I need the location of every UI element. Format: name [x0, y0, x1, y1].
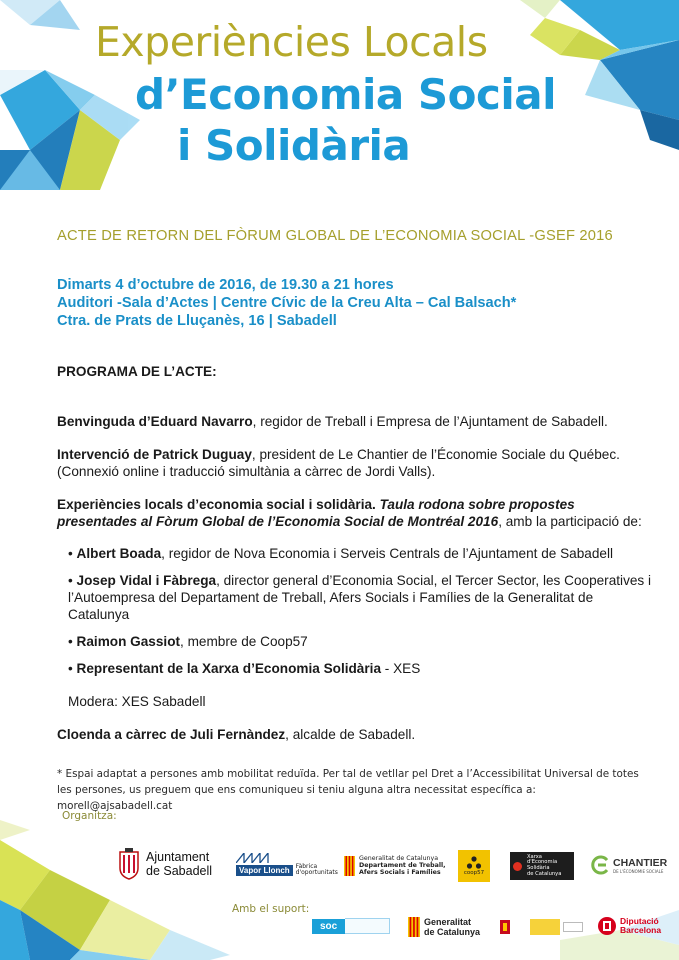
spain-coat-of-arms-icon: [498, 918, 528, 936]
list-item: • Raimon Gassiot, membre de Coop57: [68, 634, 308, 649]
support-label: Amb el suport:: [232, 903, 310, 915]
soc-logo: [312, 918, 390, 934]
event-address: Ctra. de Prats de Lluçanès, 16 | Sabadell: [57, 313, 337, 329]
welcome-speaker: Benvinguda d’Eduard Navarro: [57, 414, 253, 429]
chantier-name: CHANTIER: [613, 856, 668, 869]
participant-name: Representant de la Xarxa d’Economia Solidària: [76, 661, 381, 676]
program-section: [57, 363, 657, 743]
xes-dot-icon: [513, 862, 522, 871]
intervention-role: , president de Le Chantier de l’Économie Sociale du Québec.: [251, 447, 620, 462]
sabadell-shield-icon: [118, 848, 140, 880]
xes-line-4: de Catalunya: [527, 870, 562, 877]
round-table-title: Experiències locals d’economia social i solidària.: [57, 497, 376, 512]
chantier-sub: DE L'ÉCONOMIE SOCIALE: [613, 868, 664, 874]
participant-role: , director general d’Economia Social, el Tercer Sector, les Cooperatives i l’Autoempresa del Departament de Treball, Afers Socials i Famílies de la Generalitat de Catalunya: [68, 573, 652, 622]
moderator: Modera: XES Sabadell: [68, 694, 206, 709]
program-closing: [57, 726, 657, 743]
xes-logo: [510, 852, 574, 880]
participant-name: Josep Vidal i Fàbrega: [76, 573, 217, 588]
coop57-dots-icon: [466, 856, 482, 870]
accessibility-footnote: * Espai adaptat a persones amb mobilitat reduïda. Per tal de vetllar pel Dret a l’Accessibilitat Universal de totes les persones, us preguem que ens comuniqueu si teniu alguna altra necessitat específica a: morell@ajsabadell.cat: [57, 768, 639, 812]
round-table-participation: , amb la participació de:: [498, 514, 642, 529]
welcome-role: , regidor de Treball i Empresa de l’Ajuntament de Sabadell.: [252, 414, 608, 429]
gencat-line-1: Generalitat de Catalunya: [359, 855, 439, 862]
diputacio-line-2: Barcelona: [620, 925, 662, 935]
organizers-label: Organitza:: [62, 810, 117, 822]
program-welcome: [57, 413, 657, 430]
vapor-name: Vapor Llonch: [236, 865, 293, 876]
closing-role: , alcalde de Sabadell.: [285, 727, 416, 742]
generalitat-logo: [408, 917, 480, 937]
ministry-logo: [498, 918, 583, 936]
gencat-line-2: Departament de Treball,: [359, 862, 446, 869]
diputacio-barcelona-logo: [597, 916, 661, 936]
program-round-table: [57, 496, 657, 530]
program-intervention: [57, 446, 657, 480]
senyera-icon: [408, 917, 420, 937]
participant-name: Raimon Gassiot: [76, 634, 181, 649]
title-line-3: i Solidària: [177, 121, 411, 170]
chantier-c-icon: [591, 855, 611, 875]
ajuntament-sabadell-logo: [118, 848, 212, 880]
diputacio-circle-icon: [597, 916, 617, 936]
intervention-note: (Connexió online i traducció simultània a càrrec de Jordi Valls).: [57, 464, 436, 479]
closing-speaker: Cloenda a càrrec de Juli Fernàndez: [57, 727, 286, 742]
participant-role: - XES: [381, 661, 421, 676]
ministry-sublabel: [563, 922, 583, 932]
soc-text: soc: [312, 919, 345, 934]
senyera-icon: [344, 856, 355, 876]
gencat2-line-2: de Catalunya: [424, 927, 481, 937]
round-table-description: Taula rodona sobre propostes presentades al Fòrum Global de l’Economia Social de Montréal 2016: [57, 497, 575, 529]
participant-role: , membre de Coop57: [180, 634, 308, 649]
coop57-text: coop57: [463, 870, 485, 876]
event-subtitle: ACTE DE RETORN DEL FÒRUM GLOBAL DE L’ECONOMIA SOCIAL -GSEF 2016: [57, 228, 613, 244]
list-item: • Albert Boada, regidor de Nova Economia i Serveis Centrals de l’Ajuntament de Sabadell: [68, 546, 614, 561]
title-line-1: Experiències Locals: [95, 18, 488, 66]
participants-list: [68, 545, 657, 710]
event-venue: Auditori -Sala d’Actes | Centre Cívic de la Creu Alta – Cal Balsach*: [57, 295, 517, 311]
event-details: [57, 276, 516, 330]
program-heading: PROGRAMA DE L’ACTE:: [57, 364, 217, 379]
vapor-llonch-logo: [236, 853, 338, 876]
chantier-logo: [591, 855, 667, 875]
xes-line-2: d'Economia: [527, 859, 558, 866]
ajuntament-line-2: de Sabadell: [146, 864, 213, 878]
list-item: • Representant de la Xarxa d’Economia Solidària - XES: [68, 661, 421, 676]
gencat2-line-1: Generalitat: [424, 917, 472, 927]
diputacio-line-1: Diputació: [620, 915, 659, 926]
vapor-tag-2: d'oportunitats: [295, 869, 338, 876]
gencat-line-3: Afers Socials i Famílies: [359, 869, 441, 876]
list-item: • Josep Vidal i Fàbrega, director general d’Economia Social, el Tercer Sector, les Cooperatives i l’Autoempresa del Departament de Treball, Afers Socials i Famílies de la Generalitat de Catalunya: [68, 573, 652, 622]
vapor-tag-1: Fàbrica: [295, 863, 318, 870]
event-date: Dimarts 4 d’octubre de 2016, de 19.30 a 21 hores: [57, 277, 394, 293]
title-line-2: d’Economia Social: [135, 70, 556, 119]
vapor-tagline: [296, 864, 338, 876]
coop57-logo: [458, 850, 490, 882]
xes-text: [527, 855, 561, 877]
factory-roof-icon: [236, 853, 292, 863]
soc-banner: [345, 918, 390, 934]
xes-line-3: Solidària: [527, 865, 550, 871]
intervention-speaker: Intervenció de Patrick Duguay: [57, 447, 252, 462]
ministry-banner: [530, 919, 560, 935]
xes-line-1: Xarxa: [527, 853, 542, 860]
participant-role: , regidor de Nova Economia i Serveis Centrals de l’Ajuntament de Sabadell: [161, 546, 614, 561]
generalitat-treball-logo: [344, 855, 446, 876]
ajuntament-line-1: Ajuntament: [146, 850, 210, 864]
participant-name: Albert Boada: [76, 546, 162, 561]
